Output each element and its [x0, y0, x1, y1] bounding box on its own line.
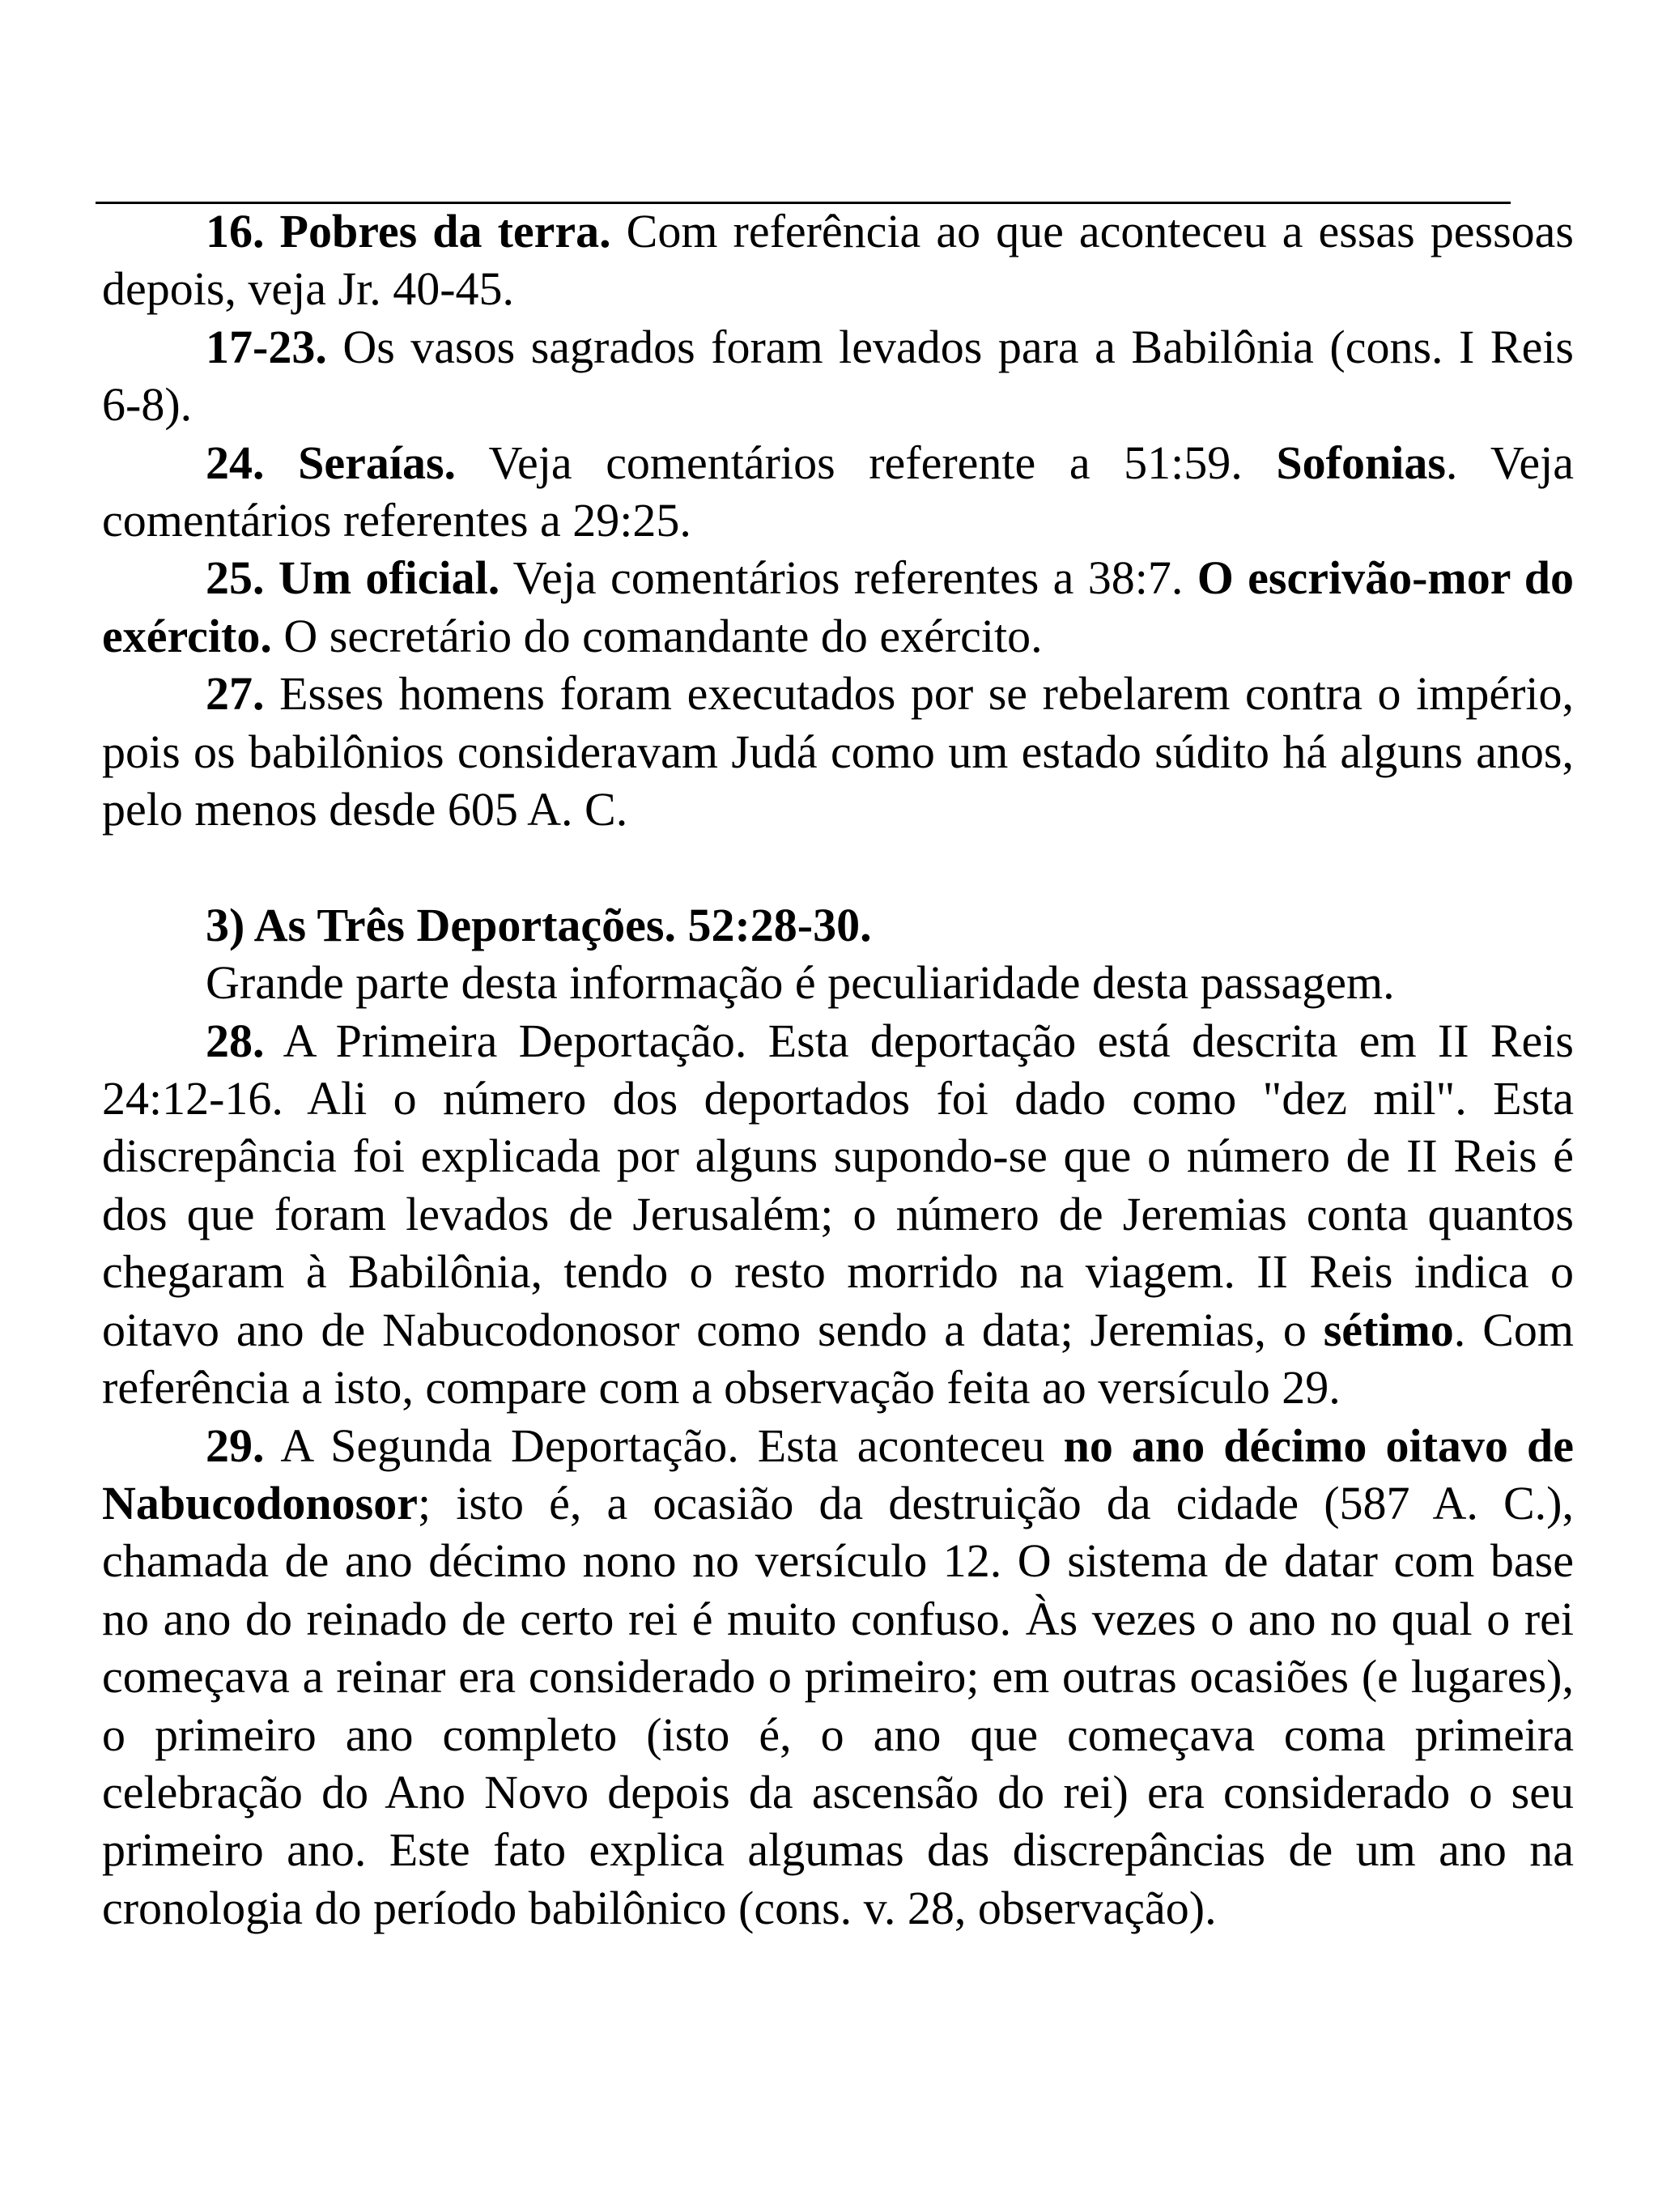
body-text: Os vasos sagrados foram levados para a Babilônia (cons. I Reis 6-8).: [102, 320, 1574, 432]
body-text: ; isto é, a ocasião da destruição da cidade (587 A. C.), chamada de ano décimo nono no versículo 12. O sistema de datar com base no ano do reinado de certo rei é muito confuso. Às vezes o ano no qual o rei começava a reinar era considerado o primeiro; em outras ocasiões (e lugares), o primeiro ano completo (isto é, o ano que começava coma primeira celebração do Ano Novo depois da ascensão do rei) era considerado o seu primeiro ano. Este fato explica algumas das discrepâncias de um ano na cronologia do período babilônico (cons. v. 28, observação).: [102, 1476, 1574, 1934]
bold-text: 25. Um oficial.: [206, 551, 500, 605]
body-text: Esses homens foram executados por se rebelarem contra o império, pois os babilônios consideravam Judá como um estado súdito há alguns anos, pelo menos desde 605 A. C.: [102, 667, 1574, 836]
body-text: . Com referência a isto, compare com a observação feita ao versículo 29.: [102, 1303, 1574, 1414]
paragraph: [102, 549, 1574, 665]
paragraph: [102, 665, 1574, 838]
paragraph: [102, 1417, 1574, 1938]
paragraph-gap: [102, 838, 1574, 895]
paragraph: [102, 1012, 1574, 1417]
paragraph: [102, 318, 1574, 434]
bold-text: 29.: [206, 1419, 265, 1472]
bold-text: Sofonias: [1276, 436, 1446, 489]
bold-text: O escrivão-mor do exército.: [102, 551, 1574, 662]
bold-text: 16. Pobres da terra.: [206, 205, 611, 257]
paragraph: [102, 434, 1574, 550]
commentary-text: [102, 202, 1574, 1937]
paragraph: [102, 202, 1574, 318]
body-text: A Primeira Deportação. Esta deportação está descrita em II Reis 24:12-16. Ali o número dos deportados foi dado como "dez mil". Esta discrepância foi explicada por alguns supondo-se que o número de II Reis é dos que foram levados de Jerusalém; o número de Jeremias conta quantos chegaram à Babilônia, tendo o resto morrido na viagem. II Reis indica o oitavo ano de Nabucodonosor como sendo a data; Jeremias, o: [102, 1014, 1574, 1356]
bold-text: sétimo: [1323, 1303, 1454, 1356]
body-text: Grande parte desta informação é peculiaridade desta passagem.: [206, 956, 1395, 1010]
body-text: Com referência ao que aconteceu a essas pessoas depois, veja Jr. 40-45.: [102, 205, 1574, 316]
bold-text: 28.: [206, 1014, 265, 1067]
bold-text: 3) As Três Deportações. 52:28-30.: [206, 898, 872, 951]
paragraph: [102, 954, 1574, 1011]
body-text: Veja comentários referentes a 38:7.: [500, 551, 1197, 605]
bold-text: 24. Seraías.: [206, 436, 457, 489]
body-text: Veja comentários referente a 51:59.: [456, 436, 1277, 489]
paragraph: [102, 896, 1574, 954]
bold-text: 27.: [206, 667, 265, 721]
body-text: O secretário do comandante do exército.: [271, 609, 1043, 662]
body-text: . Veja comentários referentes a 29:25.: [102, 436, 1574, 547]
bold-text: no ano décimo oitavo de Nabucodonosor: [102, 1419, 1574, 1529]
bold-text: 17-23.: [206, 320, 327, 373]
body-text: A Segunda Deportação. Esta aconteceu: [264, 1419, 1064, 1472]
